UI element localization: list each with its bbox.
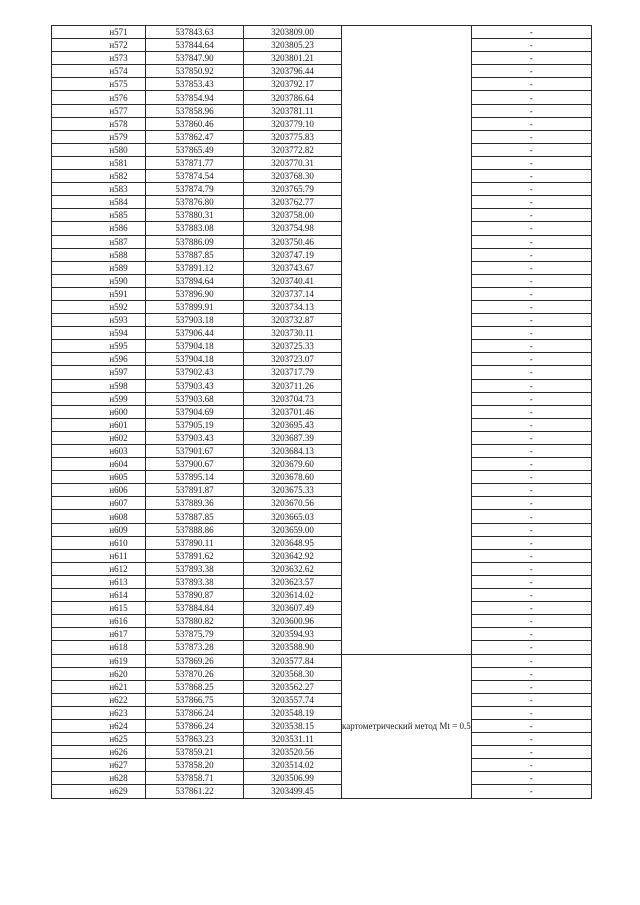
table-row xyxy=(52,602,592,615)
table-row xyxy=(52,733,592,746)
x-coordinate-cell: 537904.69 xyxy=(146,405,244,418)
y-coordinate-cell: 3203792.17 xyxy=(244,78,342,91)
y-coordinate-cell: 3203775.83 xyxy=(244,130,342,143)
table-row xyxy=(52,314,592,327)
table-row xyxy=(52,353,592,366)
x-coordinate-cell: 537887.85 xyxy=(146,510,244,523)
last-column-cell: - xyxy=(471,300,591,313)
x-coordinate-cell: 537893.38 xyxy=(146,562,244,575)
table-row xyxy=(52,746,592,759)
last-column-cell: - xyxy=(471,497,591,510)
point-name-cell: н620 xyxy=(52,667,146,680)
table-row xyxy=(52,287,592,300)
y-coordinate-cell: 3203781.11 xyxy=(244,104,342,117)
x-coordinate-cell: 537873.28 xyxy=(146,641,244,654)
last-column-cell: - xyxy=(471,654,591,667)
table-row xyxy=(52,327,592,340)
last-column-cell: - xyxy=(471,104,591,117)
x-coordinate-cell: 537850.92 xyxy=(146,65,244,78)
table-row xyxy=(52,130,592,143)
y-coordinate-cell: 3203717.79 xyxy=(244,366,342,379)
y-coordinate-cell: 3203499.45 xyxy=(244,785,342,798)
point-name-cell: н580 xyxy=(52,143,146,156)
x-coordinate-cell: 537863.23 xyxy=(146,733,244,746)
point-name-cell: н571 xyxy=(52,26,146,39)
table-row xyxy=(52,170,592,183)
last-column-cell: - xyxy=(471,91,591,104)
x-coordinate-cell: 537866.75 xyxy=(146,693,244,706)
table-row xyxy=(52,654,592,667)
x-coordinate-cell: 537869.26 xyxy=(146,654,244,667)
point-name-cell: н609 xyxy=(52,523,146,536)
point-name-cell: н602 xyxy=(52,431,146,444)
y-coordinate-cell: 3203762.77 xyxy=(244,196,342,209)
point-name-cell: н601 xyxy=(52,418,146,431)
table-row xyxy=(52,667,592,680)
last-column-cell: - xyxy=(471,366,591,379)
last-column-cell: - xyxy=(471,418,591,431)
y-coordinate-cell: 3203557.74 xyxy=(244,693,342,706)
table-row xyxy=(52,248,592,261)
table-row xyxy=(52,549,592,562)
y-coordinate-cell: 3203514.02 xyxy=(244,759,342,772)
last-column-cell: - xyxy=(471,248,591,261)
point-name-cell: н612 xyxy=(52,562,146,575)
last-column-cell: - xyxy=(471,274,591,287)
x-coordinate-cell: 537866.24 xyxy=(146,719,244,732)
x-coordinate-cell: 537896.90 xyxy=(146,287,244,300)
last-column-cell: - xyxy=(471,510,591,523)
x-coordinate-cell: 537890.87 xyxy=(146,589,244,602)
y-coordinate-cell: 3203743.67 xyxy=(244,261,342,274)
y-coordinate-cell: 3203740.41 xyxy=(244,274,342,287)
last-column-cell: - xyxy=(471,431,591,444)
point-name-cell: н576 xyxy=(52,91,146,104)
method-label-cell: картометрический метод Mt = 0.5 xyxy=(342,654,472,798)
point-name-cell: н605 xyxy=(52,471,146,484)
y-coordinate-cell: 3203809.00 xyxy=(244,26,342,39)
y-coordinate-cell: 3203772.82 xyxy=(244,143,342,156)
table-row xyxy=(52,366,592,379)
y-coordinate-cell: 3203675.33 xyxy=(244,484,342,497)
table-row xyxy=(52,405,592,418)
point-name-cell: н575 xyxy=(52,78,146,91)
x-coordinate-cell: 537880.31 xyxy=(146,209,244,222)
x-coordinate-cell: 537870.26 xyxy=(146,667,244,680)
y-coordinate-cell: 3203758.00 xyxy=(244,209,342,222)
x-coordinate-cell: 537858.20 xyxy=(146,759,244,772)
last-column-cell: - xyxy=(471,314,591,327)
x-coordinate-cell: 537891.12 xyxy=(146,261,244,274)
x-coordinate-cell: 537895.14 xyxy=(146,471,244,484)
point-name-cell: н629 xyxy=(52,785,146,798)
x-coordinate-cell: 537860.46 xyxy=(146,117,244,130)
last-column-cell: - xyxy=(471,536,591,549)
x-coordinate-cell: 537904.18 xyxy=(146,340,244,353)
last-column-cell: - xyxy=(471,392,591,405)
y-coordinate-cell: 3203786.64 xyxy=(244,91,342,104)
last-column-cell: - xyxy=(471,26,591,39)
table-row xyxy=(52,719,592,732)
y-coordinate-cell: 3203562.27 xyxy=(244,680,342,693)
last-column-cell: - xyxy=(471,143,591,156)
x-coordinate-cell: 537903.18 xyxy=(146,314,244,327)
x-coordinate-cell: 537861.22 xyxy=(146,785,244,798)
table-row xyxy=(52,209,592,222)
table-row xyxy=(52,523,592,536)
last-column-cell: - xyxy=(471,693,591,706)
y-coordinate-cell: 3203548.19 xyxy=(244,706,342,719)
point-name-cell: н615 xyxy=(52,602,146,615)
table-row xyxy=(52,562,592,575)
y-coordinate-cell: 3203765.79 xyxy=(244,183,342,196)
y-coordinate-cell: 3203577.84 xyxy=(244,654,342,667)
y-coordinate-cell: 3203730.11 xyxy=(244,327,342,340)
table-row xyxy=(52,26,592,39)
last-column-cell: - xyxy=(471,549,591,562)
y-coordinate-cell: 3203701.46 xyxy=(244,405,342,418)
x-coordinate-cell: 537847.90 xyxy=(146,52,244,65)
x-coordinate-cell: 537854.94 xyxy=(146,91,244,104)
y-coordinate-cell: 3203750.46 xyxy=(244,235,342,248)
last-column-cell: - xyxy=(471,209,591,222)
y-coordinate-cell: 3203711.26 xyxy=(244,379,342,392)
last-column-cell: - xyxy=(471,287,591,300)
x-coordinate-cell: 537900.67 xyxy=(146,458,244,471)
last-column-cell: - xyxy=(471,575,591,588)
point-name-cell: н608 xyxy=(52,510,146,523)
y-coordinate-cell: 3203520.56 xyxy=(244,746,342,759)
y-coordinate-cell: 3203594.93 xyxy=(244,628,342,641)
table-row xyxy=(52,300,592,313)
last-column-cell: - xyxy=(471,196,591,209)
table-row xyxy=(52,680,592,693)
y-coordinate-cell: 3203801.21 xyxy=(244,52,342,65)
last-column-cell: - xyxy=(471,589,591,602)
x-coordinate-cell: 537891.87 xyxy=(146,484,244,497)
last-column-cell: - xyxy=(471,484,591,497)
y-coordinate-cell: 3203588.90 xyxy=(244,641,342,654)
table-row xyxy=(52,445,592,458)
last-column-cell: - xyxy=(471,39,591,52)
point-name-cell: н579 xyxy=(52,130,146,143)
point-name-cell: н614 xyxy=(52,589,146,602)
last-column-cell: - xyxy=(471,785,591,798)
table-row xyxy=(52,235,592,248)
last-column-cell: - xyxy=(471,405,591,418)
last-column-cell: - xyxy=(471,156,591,169)
point-name-cell: н618 xyxy=(52,641,146,654)
x-coordinate-cell: 537871.77 xyxy=(146,156,244,169)
table-row xyxy=(52,156,592,169)
table-row xyxy=(52,484,592,497)
x-coordinate-cell: 537844.64 xyxy=(146,39,244,52)
x-coordinate-cell: 537903.68 xyxy=(146,392,244,405)
point-name-cell: н586 xyxy=(52,222,146,235)
table-row xyxy=(52,340,592,353)
y-coordinate-cell: 3203734.13 xyxy=(244,300,342,313)
y-coordinate-cell: 3203678.60 xyxy=(244,471,342,484)
point-name-cell: н628 xyxy=(52,772,146,785)
x-coordinate-cell: 537859.21 xyxy=(146,746,244,759)
y-coordinate-cell: 3203632.62 xyxy=(244,562,342,575)
table-row xyxy=(52,91,592,104)
last-column-cell: - xyxy=(471,130,591,143)
x-coordinate-cell: 537874.79 xyxy=(146,183,244,196)
last-column-cell: - xyxy=(471,562,591,575)
x-coordinate-cell: 537868.25 xyxy=(146,680,244,693)
y-coordinate-cell: 3203747.19 xyxy=(244,248,342,261)
point-name-cell: н587 xyxy=(52,235,146,248)
x-coordinate-cell: 537858.96 xyxy=(146,104,244,117)
y-coordinate-cell: 3203687.39 xyxy=(244,431,342,444)
x-coordinate-cell: 537843.63 xyxy=(146,26,244,39)
last-column-cell: - xyxy=(471,327,591,340)
x-coordinate-cell: 537886.09 xyxy=(146,235,244,248)
point-name-cell: н585 xyxy=(52,209,146,222)
point-name-cell: н593 xyxy=(52,314,146,327)
y-coordinate-cell: 3203607.49 xyxy=(244,602,342,615)
x-coordinate-cell: 537862.47 xyxy=(146,130,244,143)
last-column-cell: - xyxy=(471,183,591,196)
point-name-cell: н619 xyxy=(52,654,146,667)
point-name-cell: н626 xyxy=(52,746,146,759)
last-column-cell: - xyxy=(471,733,591,746)
last-column-cell: - xyxy=(471,170,591,183)
last-column-cell: - xyxy=(471,602,591,615)
x-coordinate-cell: 537905.19 xyxy=(146,418,244,431)
table-row xyxy=(52,431,592,444)
point-name-cell: н625 xyxy=(52,733,146,746)
x-coordinate-cell: 537904.18 xyxy=(146,353,244,366)
point-name-cell: н613 xyxy=(52,575,146,588)
table-row xyxy=(52,379,592,392)
coordinates-table-body xyxy=(52,26,592,799)
coordinates-table xyxy=(51,25,592,799)
x-coordinate-cell: 537906.44 xyxy=(146,327,244,340)
y-coordinate-cell: 3203770.31 xyxy=(244,156,342,169)
x-coordinate-cell: 537866.24 xyxy=(146,706,244,719)
y-coordinate-cell: 3203704.73 xyxy=(244,392,342,405)
point-name-cell: н607 xyxy=(52,497,146,510)
last-column-cell: - xyxy=(471,340,591,353)
point-name-cell: н597 xyxy=(52,366,146,379)
last-column-cell: - xyxy=(471,117,591,130)
last-column-cell: - xyxy=(471,52,591,65)
last-column-cell: - xyxy=(471,628,591,641)
table-row xyxy=(52,693,592,706)
x-coordinate-cell: 537893.38 xyxy=(146,575,244,588)
y-coordinate-cell: 3203723.07 xyxy=(244,353,342,366)
last-column-cell: - xyxy=(471,667,591,680)
y-coordinate-cell: 3203779.10 xyxy=(244,117,342,130)
table-row xyxy=(52,222,592,235)
x-coordinate-cell: 537899.91 xyxy=(146,300,244,313)
point-name-cell: н591 xyxy=(52,287,146,300)
table-row xyxy=(52,196,592,209)
point-name-cell: н624 xyxy=(52,719,146,732)
x-coordinate-cell: 537880.82 xyxy=(146,615,244,628)
x-coordinate-cell: 537887.85 xyxy=(146,248,244,261)
table-row xyxy=(52,52,592,65)
x-coordinate-cell: 537891.62 xyxy=(146,549,244,562)
y-coordinate-cell: 3203600.96 xyxy=(244,615,342,628)
x-coordinate-cell: 537901.67 xyxy=(146,445,244,458)
x-coordinate-cell: 537876.80 xyxy=(146,196,244,209)
table-row xyxy=(52,536,592,549)
table-row xyxy=(52,615,592,628)
table-row xyxy=(52,183,592,196)
point-name-cell: н572 xyxy=(52,39,146,52)
point-name-cell: н596 xyxy=(52,353,146,366)
x-coordinate-cell: 537858.71 xyxy=(146,772,244,785)
last-column-cell: - xyxy=(471,719,591,732)
point-name-cell: н621 xyxy=(52,680,146,693)
point-name-cell: н623 xyxy=(52,706,146,719)
x-coordinate-cell: 537902.43 xyxy=(146,366,244,379)
last-column-cell: - xyxy=(471,458,591,471)
last-column-cell: - xyxy=(471,772,591,785)
table-row xyxy=(52,510,592,523)
point-name-cell: н584 xyxy=(52,196,146,209)
y-coordinate-cell: 3203737.14 xyxy=(244,287,342,300)
y-coordinate-cell: 3203648.95 xyxy=(244,536,342,549)
y-coordinate-cell: 3203623.57 xyxy=(244,575,342,588)
y-coordinate-cell: 3203665.03 xyxy=(244,510,342,523)
point-name-cell: н573 xyxy=(52,52,146,65)
last-column-cell: - xyxy=(471,235,591,248)
last-column-cell: - xyxy=(471,680,591,693)
point-name-cell: н627 xyxy=(52,759,146,772)
y-coordinate-cell: 3203506.99 xyxy=(244,772,342,785)
last-column-cell: - xyxy=(471,445,591,458)
y-coordinate-cell: 3203725.33 xyxy=(244,340,342,353)
y-coordinate-cell: 3203679.60 xyxy=(244,458,342,471)
table-row xyxy=(52,392,592,405)
y-coordinate-cell: 3203768.30 xyxy=(244,170,342,183)
x-coordinate-cell: 537889.36 xyxy=(146,497,244,510)
point-name-cell: н603 xyxy=(52,445,146,458)
point-name-cell: н610 xyxy=(52,536,146,549)
point-name-cell: н617 xyxy=(52,628,146,641)
table-row xyxy=(52,641,592,654)
y-coordinate-cell: 3203670.56 xyxy=(244,497,342,510)
table-row xyxy=(52,117,592,130)
method-cell-empty xyxy=(342,26,472,655)
point-name-cell: н581 xyxy=(52,156,146,169)
last-column-cell: - xyxy=(471,523,591,536)
x-coordinate-cell: 537894.64 xyxy=(146,274,244,287)
y-coordinate-cell: 3203531.11 xyxy=(244,733,342,746)
table-row xyxy=(52,261,592,274)
table-row xyxy=(52,589,592,602)
x-coordinate-cell: 537875.79 xyxy=(146,628,244,641)
point-name-cell: н578 xyxy=(52,117,146,130)
last-column-cell: - xyxy=(471,615,591,628)
y-coordinate-cell: 3203614.02 xyxy=(244,589,342,602)
x-coordinate-cell: 537890.11 xyxy=(146,536,244,549)
table-row xyxy=(52,785,592,798)
point-name-cell: н600 xyxy=(52,405,146,418)
x-coordinate-cell: 537903.43 xyxy=(146,431,244,444)
y-coordinate-cell: 3203659.00 xyxy=(244,523,342,536)
last-column-cell: - xyxy=(471,706,591,719)
y-coordinate-cell: 3203538.15 xyxy=(244,719,342,732)
x-coordinate-cell: 537853.43 xyxy=(146,78,244,91)
y-coordinate-cell: 3203805.23 xyxy=(244,39,342,52)
table-row xyxy=(52,497,592,510)
last-column-cell: - xyxy=(471,222,591,235)
table-row xyxy=(52,39,592,52)
table-row xyxy=(52,418,592,431)
point-name-cell: н588 xyxy=(52,248,146,261)
table-row xyxy=(52,575,592,588)
last-column-cell: - xyxy=(471,471,591,484)
last-column-cell: - xyxy=(471,78,591,91)
point-name-cell: н606 xyxy=(52,484,146,497)
last-column-cell: - xyxy=(471,759,591,772)
table-row xyxy=(52,104,592,117)
last-column-cell: - xyxy=(471,65,591,78)
point-name-cell: н622 xyxy=(52,693,146,706)
point-name-cell: н574 xyxy=(52,65,146,78)
point-name-cell: н589 xyxy=(52,261,146,274)
table-row xyxy=(52,772,592,785)
point-name-cell: н583 xyxy=(52,183,146,196)
last-column-cell: - xyxy=(471,261,591,274)
x-coordinate-cell: 537874.54 xyxy=(146,170,244,183)
point-name-cell: н616 xyxy=(52,615,146,628)
table-row xyxy=(52,471,592,484)
last-column-cell: - xyxy=(471,746,591,759)
last-column-cell: - xyxy=(471,641,591,654)
y-coordinate-cell: 3203754.98 xyxy=(244,222,342,235)
x-coordinate-cell: 537865.49 xyxy=(146,143,244,156)
x-coordinate-cell: 537888.86 xyxy=(146,523,244,536)
x-coordinate-cell: 537903.43 xyxy=(146,379,244,392)
point-name-cell: н604 xyxy=(52,458,146,471)
y-coordinate-cell: 3203642.92 xyxy=(244,549,342,562)
table-row xyxy=(52,65,592,78)
y-coordinate-cell: 3203732.87 xyxy=(244,314,342,327)
point-name-cell: н590 xyxy=(52,274,146,287)
table-row xyxy=(52,458,592,471)
table-row xyxy=(52,143,592,156)
point-name-cell: н582 xyxy=(52,170,146,183)
table-row xyxy=(52,706,592,719)
point-name-cell: н599 xyxy=(52,392,146,405)
table-row xyxy=(52,759,592,772)
x-coordinate-cell: 537883.08 xyxy=(146,222,244,235)
point-name-cell: н611 xyxy=(52,549,146,562)
table-row xyxy=(52,274,592,287)
point-name-cell: н592 xyxy=(52,300,146,313)
last-column-cell: - xyxy=(471,353,591,366)
y-coordinate-cell: 3203684.13 xyxy=(244,445,342,458)
point-name-cell: н594 xyxy=(52,327,146,340)
point-name-cell: н577 xyxy=(52,104,146,117)
point-name-cell: н598 xyxy=(52,379,146,392)
last-column-cell: - xyxy=(471,379,591,392)
point-name-cell: н595 xyxy=(52,340,146,353)
y-coordinate-cell: 3203796.44 xyxy=(244,65,342,78)
x-coordinate-cell: 537884.84 xyxy=(146,602,244,615)
y-coordinate-cell: 3203568.30 xyxy=(244,667,342,680)
y-coordinate-cell: 3203695.43 xyxy=(244,418,342,431)
table-row xyxy=(52,78,592,91)
table-row xyxy=(52,628,592,641)
